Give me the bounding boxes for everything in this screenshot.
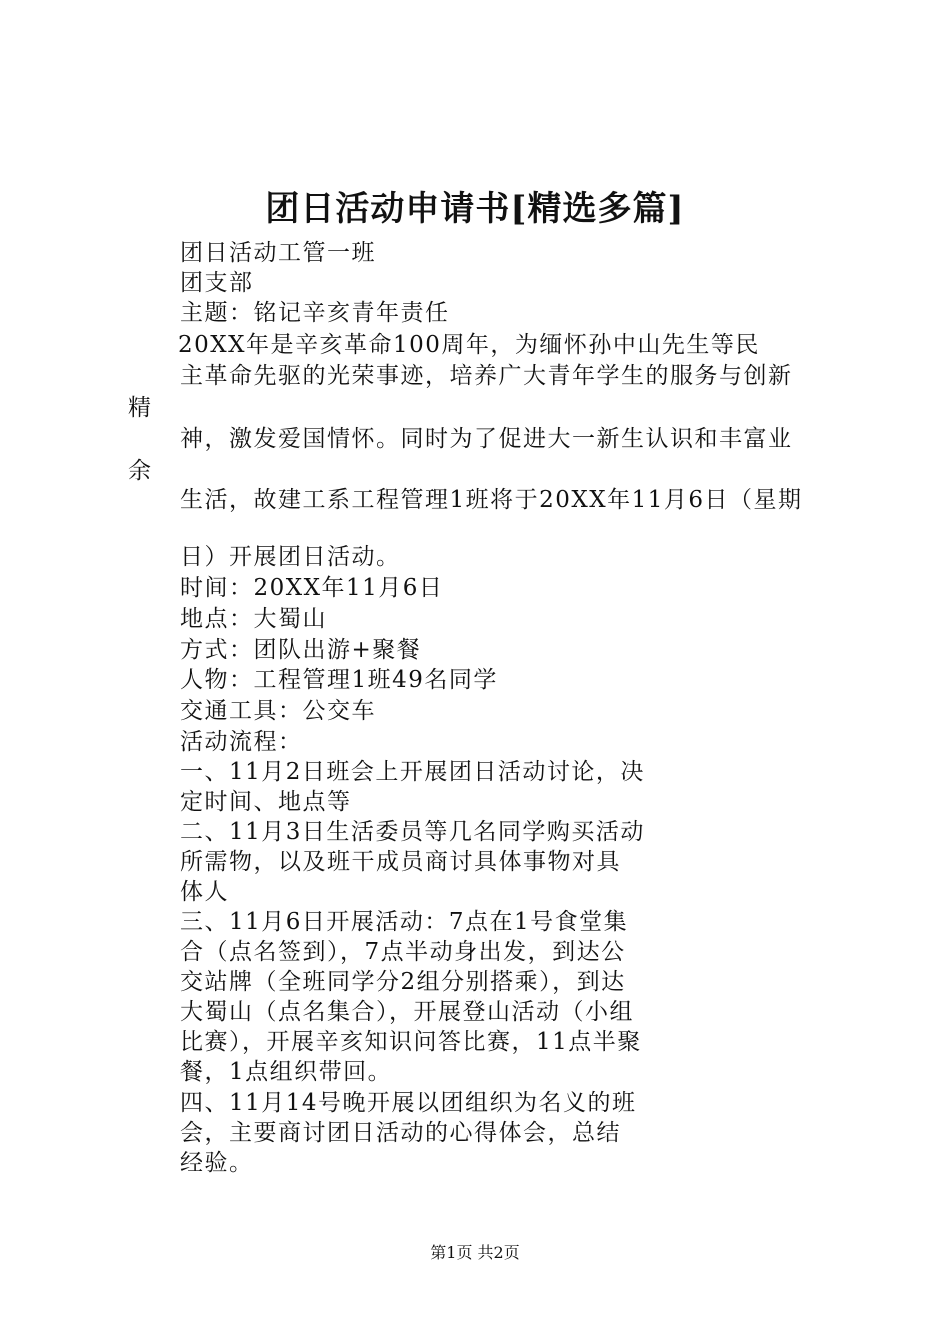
line-intro-1: 20XX年是辛亥革命100周年，为缅怀孙中山先生等民 bbox=[178, 332, 760, 358]
line-place: 地点：大蜀山 bbox=[180, 606, 327, 632]
line-branch: 团支部 bbox=[180, 270, 254, 296]
line-step2-c: 体人 bbox=[180, 879, 229, 905]
line-step3-a: 三、11月6日开展活动：7点在1号食堂集 bbox=[180, 909, 629, 935]
line-step1-a: 一、11月2日班会上开展团日活动讨论，决 bbox=[180, 759, 645, 785]
line-step2-b: 所需物，以及班干成员商讨具体事物对具 bbox=[180, 849, 621, 875]
page-footer: 第1页 共2页 bbox=[430, 1243, 520, 1262]
line-intro-3: 神，激发爱国情怀。同时为了促进大一新生认识和丰富业 bbox=[180, 426, 793, 452]
line-intro-2: 主革命先驱的光荣事迹，培养广大青年学生的服务与创新 bbox=[180, 363, 793, 389]
line-step1-b: 定时间、地点等 bbox=[180, 789, 352, 815]
line-step3-c: 交站牌（全班同学分2组分别搭乘），到达 bbox=[180, 969, 626, 995]
line-step4-b: 会，主要商讨团日活动的心得体会，总结 bbox=[180, 1120, 621, 1146]
line-class: 团日活动工管一班 bbox=[180, 240, 376, 266]
line-method: 方式：团队出游+聚餐 bbox=[180, 637, 422, 663]
line-theme: 主题：铭记辛亥青年责任 bbox=[180, 300, 450, 326]
line-intro-4: 生活，故建工系工程管理1班将于20XX年11月6日（星期 bbox=[180, 487, 803, 513]
line-step3-d: 大蜀山（点名集合），开展登山活动（小组 bbox=[180, 999, 634, 1025]
line-people: 人物：工程管理1班49名同学 bbox=[180, 667, 498, 693]
line-process: 活动流程： bbox=[180, 729, 303, 755]
line-step2-a: 二、11月3日生活委员等几名同学购买活动 bbox=[180, 819, 645, 845]
line-intro-5: 日）开展团日活动。 bbox=[180, 544, 401, 570]
line-step3-f: 餐，1点组织带回。 bbox=[180, 1059, 393, 1085]
line-step3-b: 合（点名签到），7点半动身出发，到达公 bbox=[180, 939, 626, 965]
line-step4-c: 经验。 bbox=[180, 1150, 254, 1176]
line-transport: 交通工具：公交车 bbox=[180, 698, 376, 724]
line-step3-e: 比赛），开展辛亥知识问答比赛，11点半聚 bbox=[180, 1029, 642, 1055]
line-intro-3-wrap: 余 bbox=[128, 458, 153, 484]
line-time: 时间：20XX年11月6日 bbox=[180, 575, 444, 601]
line-step4-a: 四、11月14号晚开展以团组织为名义的班 bbox=[180, 1090, 637, 1116]
line-intro-2-wrap: 精 bbox=[128, 395, 153, 421]
document-title: 团日活动申请书[精选多篇] bbox=[265, 189, 685, 229]
